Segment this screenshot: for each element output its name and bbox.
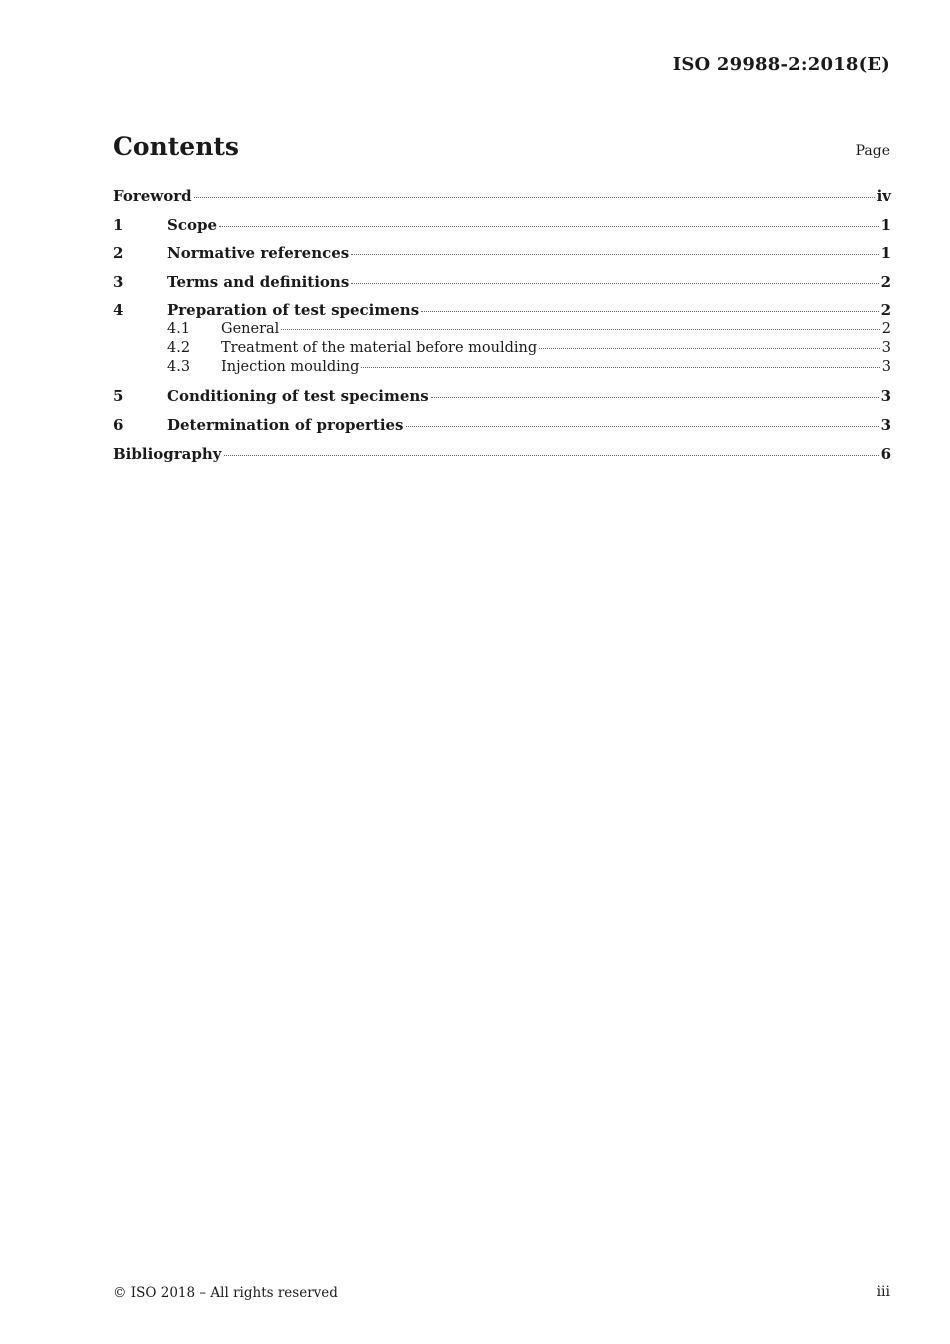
toc-entry-treatment-of-material[interactable] <box>113 339 891 358</box>
toc-entry-title: Scope <box>167 215 218 234</box>
dot-leader <box>281 329 879 330</box>
dot-leader <box>406 426 879 427</box>
toc-entry-preparation-of-test-specimens[interactable] <box>113 300 891 320</box>
table-of-contents <box>113 186 891 472</box>
toc-entry-number: 5 <box>113 387 124 406</box>
toc-entry-page: 2 <box>880 301 891 320</box>
toc-entry-general[interactable] <box>113 320 891 339</box>
toc-entry-number: 4.3 <box>167 359 191 376</box>
page-column-label: Page <box>855 143 890 159</box>
toc-entry-title: General <box>221 321 280 338</box>
toc-entry-number: 4.2 <box>167 340 191 357</box>
toc-entry-scope[interactable] <box>113 215 891 244</box>
toc-entry-title: Treatment of the material before moulding <box>221 340 538 357</box>
toc-entry-normative-references[interactable] <box>113 243 891 272</box>
toc-entry-title: Bibliography <box>113 444 222 463</box>
toc-entry-title: Injection moulding <box>221 359 360 376</box>
toc-entry-bibliography[interactable] <box>113 444 891 473</box>
dot-leader <box>539 348 880 349</box>
toc-entry-page: 3 <box>880 387 891 406</box>
toc-entry-number: 4.1 <box>167 321 191 338</box>
toc-entry-title: Foreword <box>113 187 192 205</box>
toc-entry-page: 1 <box>880 215 891 234</box>
footer-copyright: © ISO 2018 – All rights reserved <box>113 1285 338 1301</box>
toc-entry-conditioning-of-test-specimens[interactable] <box>113 386 891 415</box>
document-identifier: ISO 29988-2:2018(E) <box>672 54 890 75</box>
toc-entry-title: Terms and definitions <box>167 272 350 291</box>
toc-entry-title: Preparation of test specimens <box>167 301 420 320</box>
dot-leader <box>361 367 879 368</box>
toc-entry-determination-of-properties[interactable] <box>113 415 891 444</box>
dot-leader <box>431 397 879 398</box>
dot-leader <box>351 254 878 255</box>
toc-entry-page: 3 <box>881 340 891 357</box>
dot-leader <box>351 283 878 284</box>
toc-entry-title: Conditioning of test specimens <box>167 387 429 406</box>
toc-entry-page: 3 <box>881 359 891 376</box>
dot-leader <box>224 455 879 456</box>
toc-entry-title: Determination of properties <box>167 415 404 434</box>
dot-leader <box>194 197 875 198</box>
toc-entry-number: 6 <box>113 415 124 434</box>
toc-entry-page: 2 <box>880 272 891 291</box>
toc-entry-number: 2 <box>113 244 124 263</box>
toc-entry-number: 1 <box>113 215 124 234</box>
toc-entry-page: 3 <box>880 415 891 434</box>
toc-entry-number: 3 <box>113 272 124 291</box>
dot-leader <box>421 311 878 312</box>
toc-entry-page: 1 <box>880 244 891 263</box>
toc-entry-foreword[interactable] <box>113 186 891 215</box>
toc-entry-title: Normative references <box>167 244 350 263</box>
dot-leader <box>219 226 879 227</box>
footer-page-number: iii <box>876 1284 890 1300</box>
toc-entry-page: iv <box>876 187 891 205</box>
toc-entry-injection-moulding[interactable] <box>113 358 891 386</box>
toc-entry-number: 4 <box>113 301 124 320</box>
toc-entry-terms-and-definitions[interactable] <box>113 272 891 301</box>
toc-entry-page: 2 <box>881 321 891 338</box>
contents-heading: Contents <box>113 132 240 161</box>
toc-entry-page: 6 <box>880 444 891 463</box>
